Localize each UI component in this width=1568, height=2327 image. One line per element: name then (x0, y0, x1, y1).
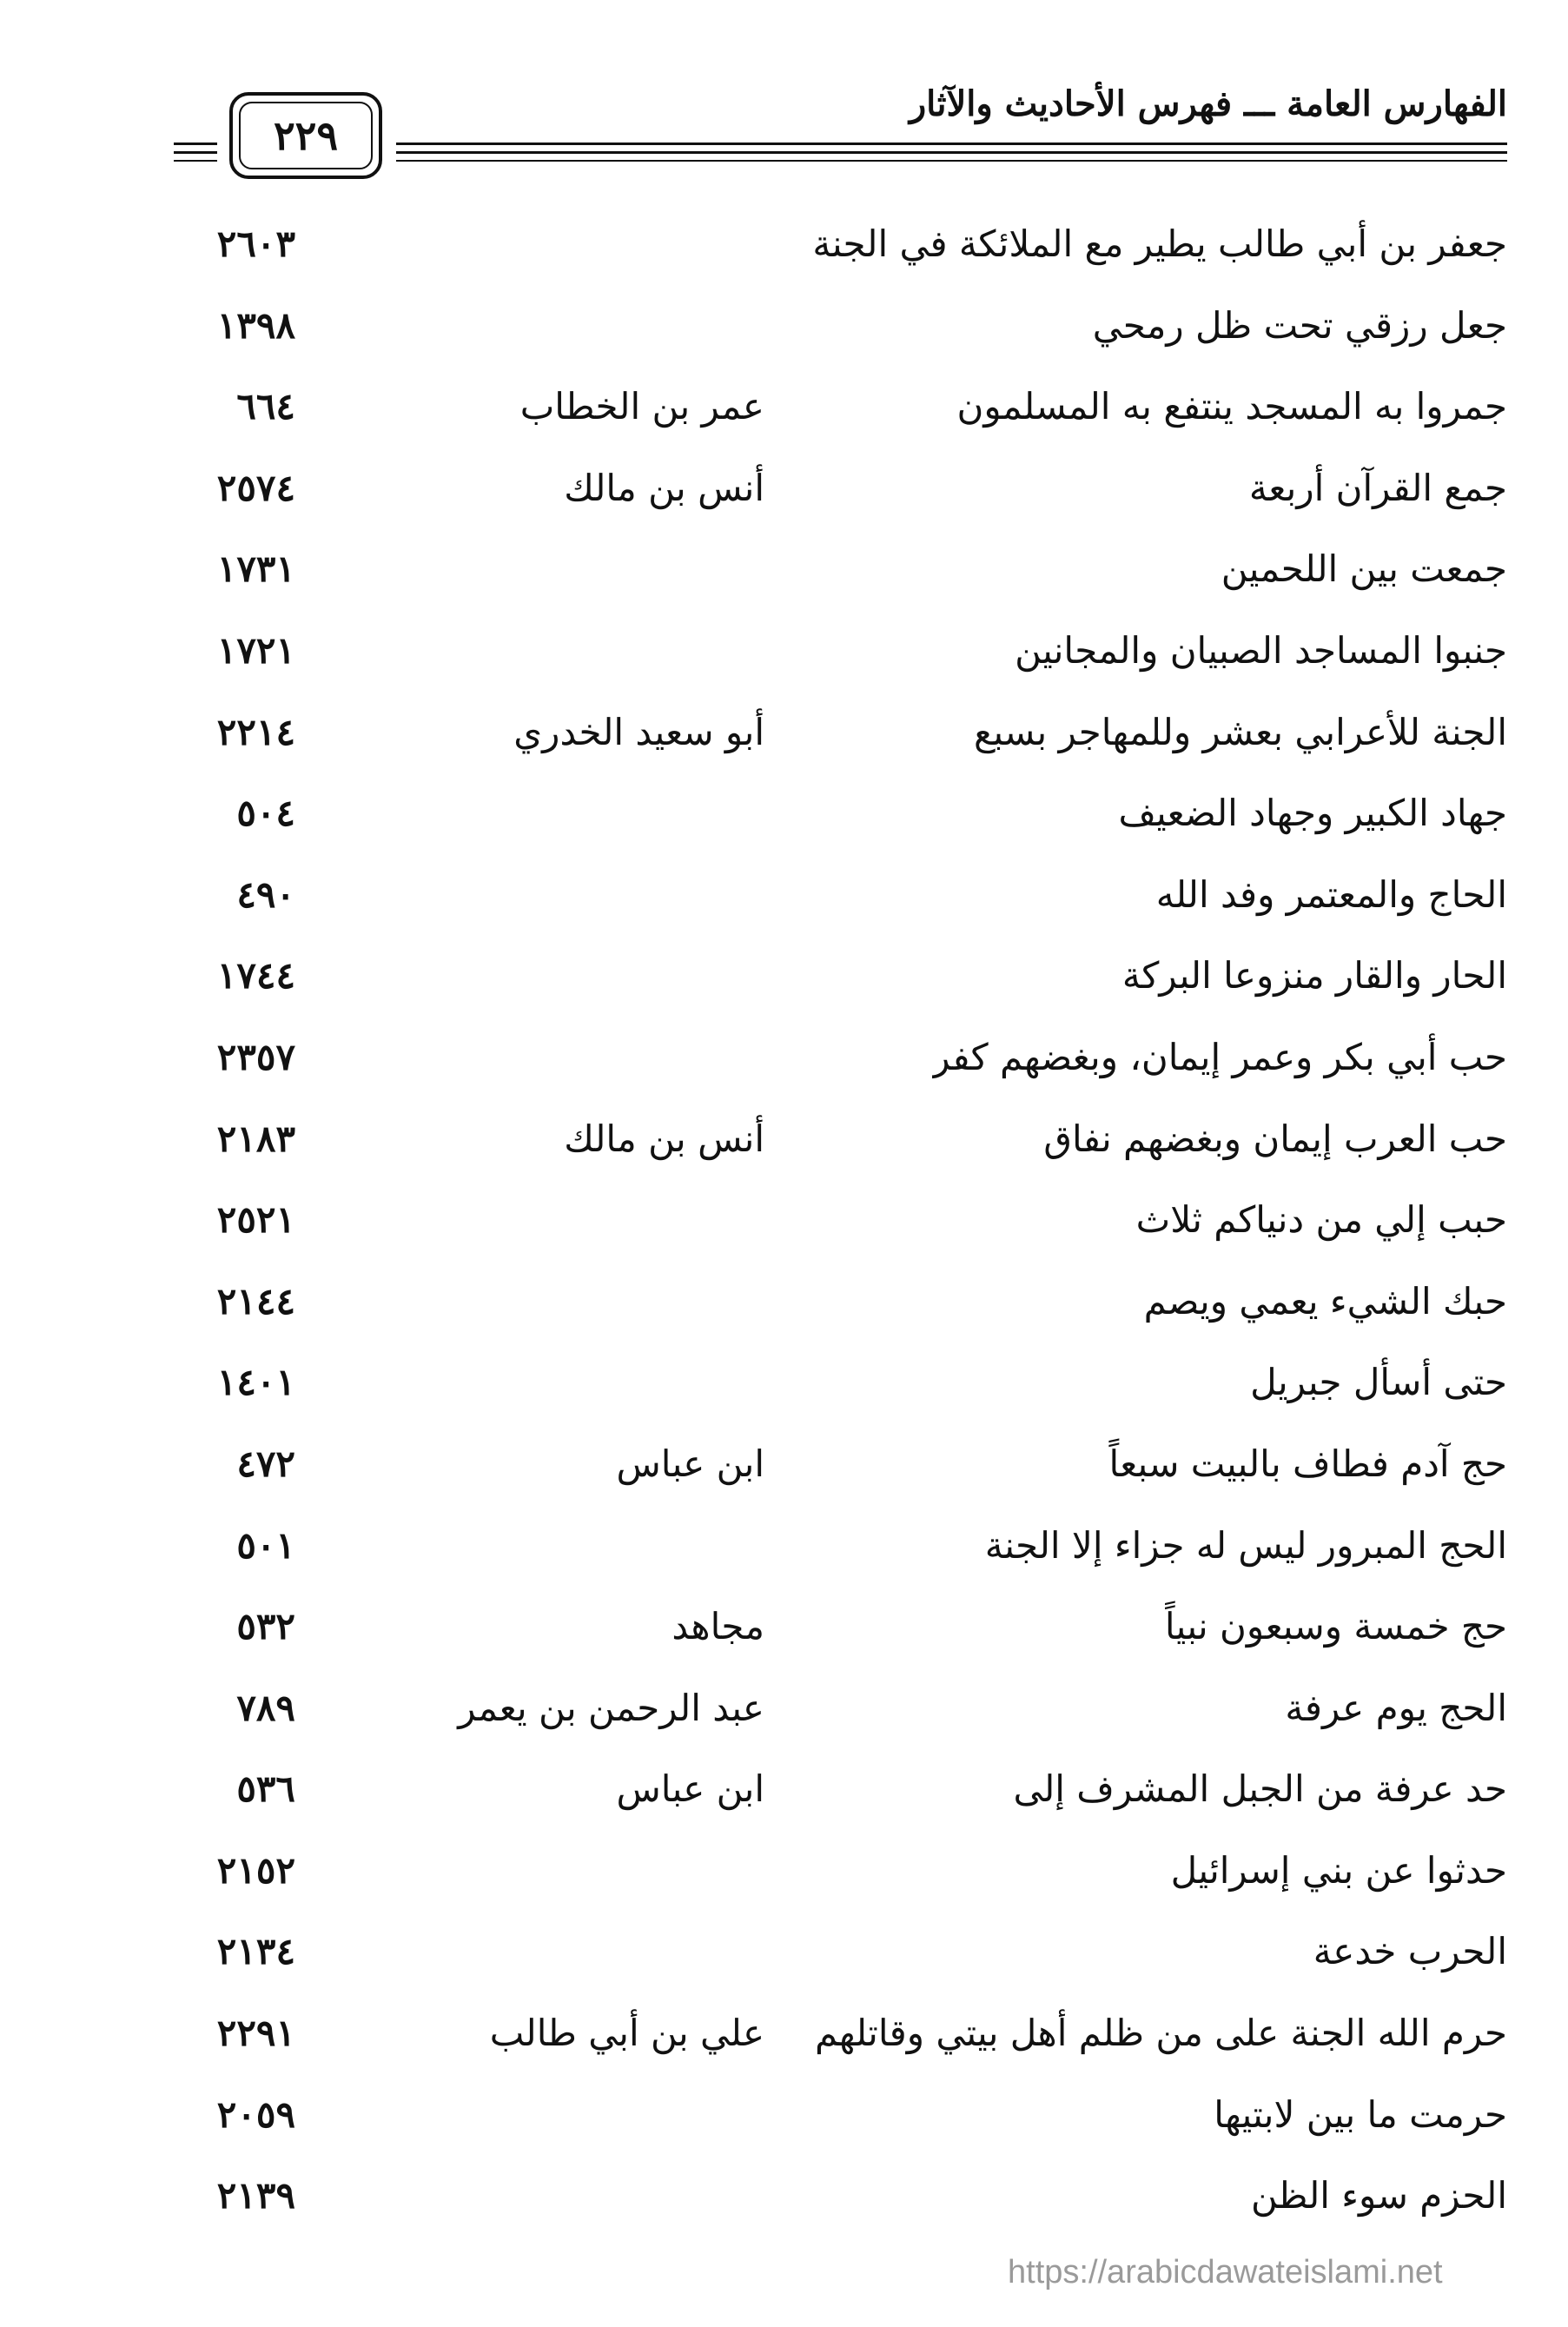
hadith-phrase: حد عرفة من الجبل المشرف إلى (1013, 1767, 1507, 1811)
index-entry (0, 2074, 1568, 2156)
hadith-number: ٢٣٥٧ (216, 1035, 295, 1078)
page-number: ٢٢٩ (273, 112, 339, 159)
hadith-phrase: جمعت بين اللحمين (1221, 547, 1507, 591)
page-number-badge (229, 92, 382, 179)
hadith-phrase: الحرب خدعة (1313, 1930, 1507, 1973)
hadith-phrase: جعل رزقي تحت ظل رمحي (1092, 303, 1507, 347)
index-entry (0, 528, 1568, 610)
hadith-number: ١٧٢١ (216, 628, 295, 672)
hadith-number: ٥٣٦ (236, 1767, 295, 1811)
hadith-phrase: حج خمسة وسبعون نبياً (1164, 1605, 1507, 1648)
hadith-number: ٢٢١٤ (216, 710, 295, 753)
index-entry (0, 1505, 1568, 1587)
hadith-phrase: حرمت ما بين لابتيها (1214, 2092, 1507, 2136)
hadith-index-list (0, 203, 1568, 2237)
narrator: ابن عباس (616, 1767, 764, 1811)
narrator: علي بن أبي طالب (489, 2012, 764, 2055)
index-entry (0, 2155, 1568, 2237)
hadith-number: ١٤٠١ (216, 1361, 295, 1404)
hadith-phrase: جعفر بن أبي طالب يطير مع الملائكة في الجنة (812, 222, 1507, 265)
index-entry (0, 610, 1568, 692)
index-entry (0, 366, 1568, 448)
hadith-number: ٦٦٤ (236, 385, 295, 428)
index-entry (0, 1830, 1568, 1912)
index-entry (0, 935, 1568, 1017)
index-entry (0, 203, 1568, 285)
hadith-phrase: حب أبي بكر وعمر إيمان، وبغضهم كفر (932, 1035, 1507, 1078)
hadith-number: ١٣٩٨ (216, 303, 295, 347)
index-entry (0, 285, 1568, 367)
narrator: عبد الرحمن بن يعمر (458, 1686, 764, 1729)
hadith-number: ٢١٤٤ (216, 1279, 295, 1323)
hadith-number: ٤٩٠ (236, 872, 295, 916)
index-entry (0, 1992, 1568, 2074)
hadith-number: ٢١٥٢ (216, 1848, 295, 1892)
index-entry (0, 1748, 1568, 1830)
index-entry (0, 1017, 1568, 1098)
narrator: عمر بن الخطاب (519, 385, 764, 428)
hadith-phrase: الجنة للأعرابي بعشر وللمهاجر بسبع (974, 710, 1507, 753)
running-title: الفهارس العامة ـــ فهرس الأحاديث والآثار (909, 83, 1507, 124)
hadith-number: ٢٥٧٤ (216, 466, 295, 509)
index-entry (0, 1261, 1568, 1342)
index-entry (0, 854, 1568, 936)
hadith-number: ٢٠٥٩ (216, 2092, 295, 2136)
index-entry (0, 1667, 1568, 1749)
hadith-phrase: جمع القرآن أربعة (1248, 466, 1507, 509)
hadith-number: ١٧٤٤ (216, 954, 295, 998)
hadith-number: ٤٧٢ (236, 1442, 295, 1485)
hadith-phrase: حبب إلي من دنياكم ثلاث (1135, 1198, 1507, 1242)
index-entry (0, 1586, 1568, 1667)
index-entry (0, 1423, 1568, 1505)
hadith-phrase: حرم الله الجنة على من ظلم أهل بيتي وقاتلهم (814, 2012, 1507, 2055)
hadith-number: ٢١٣٤ (216, 1930, 295, 1973)
hadith-number: ٢٥٢١ (216, 1198, 295, 1242)
index-entry (0, 1179, 1568, 1261)
hadith-number: ٧٨٩ (236, 1686, 295, 1729)
hadith-number: ٥٠٤ (236, 792, 295, 835)
index-entry (0, 692, 1568, 773)
hadith-phrase: حتى أسأل جبريل (1250, 1361, 1507, 1404)
hadith-phrase: الحار والقار منزوعا البركة (1121, 954, 1507, 998)
hadith-number: ٢١٨٣ (216, 1117, 295, 1160)
hadith-phrase: الحج يوم عرفة (1285, 1686, 1507, 1729)
narrator: مجاهد (672, 1605, 764, 1648)
index-entry (0, 1098, 1568, 1180)
hadith-number: ٢١٣٩ (216, 2174, 295, 2218)
narrator: أنس بن مالك (564, 1117, 764, 1160)
hadith-phrase: حدثوا عن بني إسرائيل (1170, 1848, 1507, 1892)
hadith-phrase: الحاج والمعتمر وفد الله (1155, 872, 1507, 916)
hadith-phrase: حبك الشيء يعمي ويصم (1143, 1279, 1507, 1323)
narrator: أنس بن مالك (564, 466, 764, 509)
hadith-phrase: الحج المبرور ليس له جزاء إلا الجنة (984, 1523, 1507, 1567)
hadith-phrase: جمروا به المسجد ينتفع به المسلمون (956, 385, 1507, 428)
index-entry (0, 1342, 1568, 1423)
index-entry (0, 448, 1568, 529)
hadith-phrase: جهاد الكبير وجهاد الضعيف (1118, 792, 1507, 835)
narrator: أبو سعيد الخدري (513, 710, 764, 753)
index-entry (0, 772, 1568, 854)
hadith-number: ٥٣٢ (236, 1605, 295, 1648)
source-watermark: https://arabicdawateislami.net (1008, 2254, 1443, 2291)
hadith-number: ٢٢٩١ (216, 2012, 295, 2055)
hadith-number: ١٧٣١ (216, 547, 295, 591)
hadith-phrase: جنبوا المساجد الصبيان والمجانين (1015, 628, 1507, 672)
hadith-number: ٥٠١ (236, 1523, 295, 1567)
hadith-phrase: حج آدم فطاف بالبيت سبعاً (1108, 1442, 1507, 1485)
hadith-phrase: الحزم سوء الظن (1251, 2174, 1507, 2218)
narrator: ابن عباس (616, 1442, 764, 1485)
page-header (0, 0, 1568, 191)
hadith-phrase: حب العرب إيمان وبغضهم نفاق (1043, 1117, 1507, 1160)
index-entry (0, 1911, 1568, 1992)
hadith-number: ٢٦٠٣ (216, 222, 295, 265)
